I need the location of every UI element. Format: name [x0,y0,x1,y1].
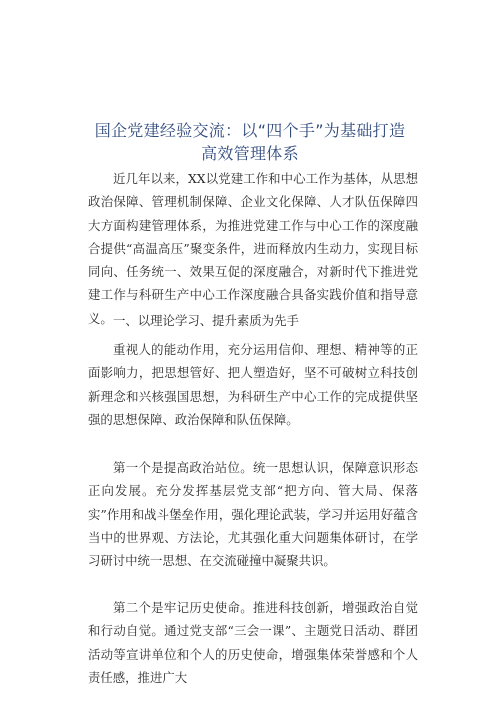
section-1-paragraph-1: 重视人的能动作用，充分运用信仰、理想、精神等的正面影响力，把思想管好、把人塑造好，坚不可破树立科技创新理念和兴核强国思想，为科研生产中心工作的完成提供坚强的思想保障、政治保障和队伍保障。 [88,342,418,427]
section-heading-1: 一、以理论学习、提升素质为先手 [113,313,299,328]
section-1-paragraph-2: 第一个是提高政治站位。统一思想认识，保障意识形态正向发展。充分发挥基层党支部“把方向、管大局、保落实”作用和战斗堡垒作用，强化理论武装，学习并运用好蕴含当中的世界观、方法论，尤其强化重大问题集体研讨，在学习研讨中统一思想、在交流碰撞中凝聚共识。 [88,460,418,569]
document-title-line-2: 高效管理体系 [201,144,299,163]
section-1-paragraph-3: 第二个是牢记历史使命。推进科技创新，增强政治自觉和行动自觉。通过党支部“三会一课”、主题党日活动、群团活动等宣讲单位和个人的历史使命，增强集体荣誉感和个人责任感，推进广大 [88,600,418,685]
document-title-line-1: 国企党建经验交流：以“四个手”为基础打造 [94,121,406,140]
intro-paragraph: 近几年以来，XX以党建工作和中心工作为基体，从思想政治保障、管理机制保障、企业文化保障、人才队伍保障四大方面构建管理体系，为推进党建工作与中心工作的深度融合提供“高温高压”聚变条件，进而释放内生动力，实现目标同向、任务统一、效果互促的深度融合，对新时代下推进党建工作与科研生产中心工作深度融合具备实践价值和指导意义。 [88,171,418,326]
